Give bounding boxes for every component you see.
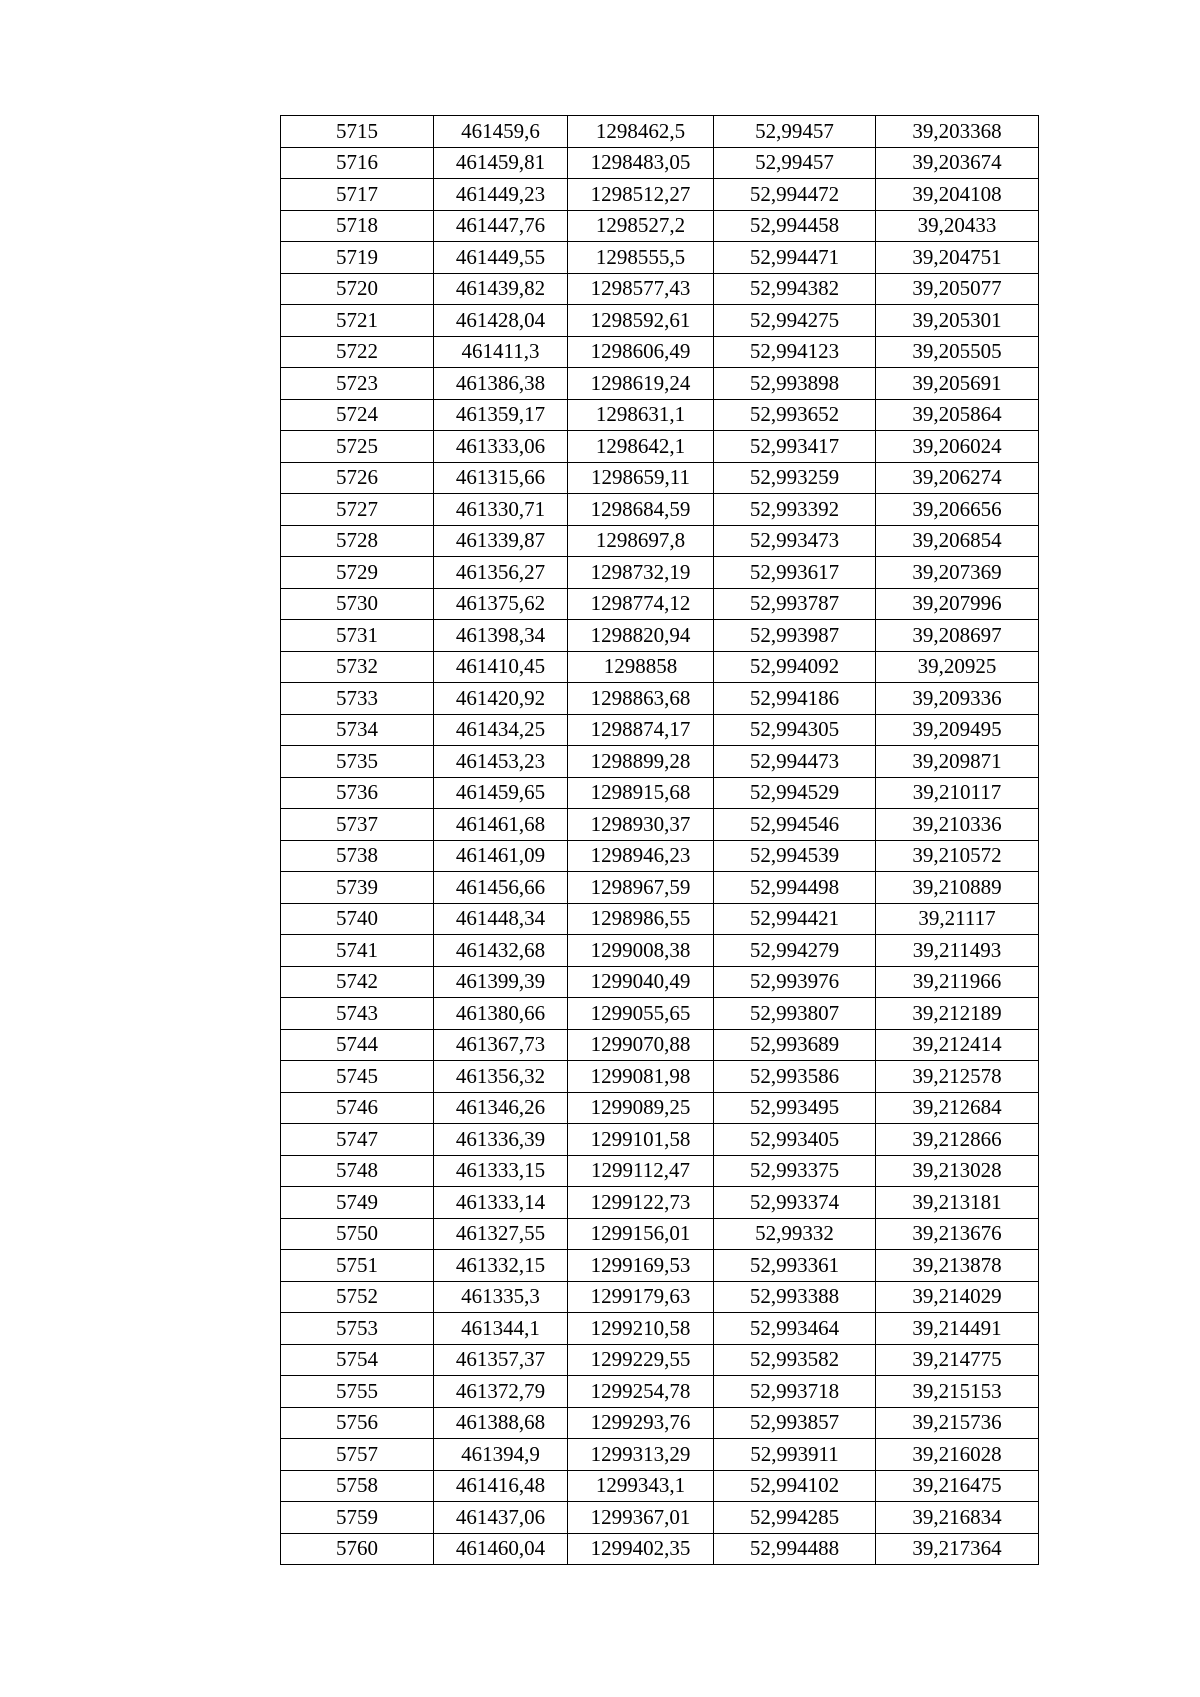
table-row	[281, 966, 1039, 998]
y-coordinate-cell: 1299293,76	[568, 1407, 714, 1439]
point-number-cell: 5745	[281, 1061, 434, 1093]
longitude-cell: 39,217364	[876, 1533, 1039, 1565]
latitude-cell: 52,99457	[714, 116, 876, 148]
table-row	[281, 1218, 1039, 1250]
y-coordinate-cell: 1299070,88	[568, 1029, 714, 1061]
latitude-cell: 52,994472	[714, 179, 876, 211]
x-coordinate-cell: 461460,04	[434, 1533, 568, 1565]
latitude-cell: 52,993388	[714, 1281, 876, 1313]
longitude-cell: 39,20925	[876, 651, 1039, 683]
point-number-cell: 5716	[281, 147, 434, 179]
x-coordinate-cell: 461453,23	[434, 746, 568, 778]
longitude-cell: 39,205864	[876, 399, 1039, 431]
point-number-cell: 5750	[281, 1218, 434, 1250]
coordinates-table	[280, 115, 1039, 1565]
y-coordinate-cell: 1299040,49	[568, 966, 714, 998]
latitude-cell: 52,994529	[714, 777, 876, 809]
y-coordinate-cell: 1299089,25	[568, 1092, 714, 1124]
coordinates-table-body	[281, 116, 1039, 1565]
x-coordinate-cell: 461357,37	[434, 1344, 568, 1376]
table-row	[281, 1250, 1039, 1282]
table-row	[281, 1155, 1039, 1187]
latitude-cell: 52,99457	[714, 147, 876, 179]
point-number-cell: 5731	[281, 620, 434, 652]
longitude-cell: 39,205691	[876, 368, 1039, 400]
longitude-cell: 39,20433	[876, 210, 1039, 242]
y-coordinate-cell: 1298967,59	[568, 872, 714, 904]
x-coordinate-cell: 461339,87	[434, 525, 568, 557]
point-number-cell: 5755	[281, 1376, 434, 1408]
point-number-cell: 5726	[281, 462, 434, 494]
x-coordinate-cell: 461359,17	[434, 399, 568, 431]
table-row	[281, 777, 1039, 809]
latitude-cell: 52,993718	[714, 1376, 876, 1408]
latitude-cell: 52,99332	[714, 1218, 876, 1250]
x-coordinate-cell: 461420,92	[434, 683, 568, 715]
point-number-cell: 5754	[281, 1344, 434, 1376]
x-coordinate-cell: 461447,76	[434, 210, 568, 242]
y-coordinate-cell: 1299122,73	[568, 1187, 714, 1219]
point-number-cell: 5715	[281, 116, 434, 148]
table-row	[281, 336, 1039, 368]
y-coordinate-cell: 1298863,68	[568, 683, 714, 715]
point-number-cell: 5757	[281, 1439, 434, 1471]
point-number-cell: 5732	[281, 651, 434, 683]
latitude-cell: 52,993898	[714, 368, 876, 400]
latitude-cell: 52,994305	[714, 714, 876, 746]
x-coordinate-cell: 461434,25	[434, 714, 568, 746]
longitude-cell: 39,211966	[876, 966, 1039, 998]
longitude-cell: 39,205301	[876, 305, 1039, 337]
point-number-cell: 5717	[281, 179, 434, 211]
y-coordinate-cell: 1299156,01	[568, 1218, 714, 1250]
table-row	[281, 903, 1039, 935]
latitude-cell: 52,993473	[714, 525, 876, 557]
table-row	[281, 494, 1039, 526]
longitude-cell: 39,215153	[876, 1376, 1039, 1408]
table-row	[281, 998, 1039, 1030]
longitude-cell: 39,212578	[876, 1061, 1039, 1093]
x-coordinate-cell: 461333,14	[434, 1187, 568, 1219]
latitude-cell: 52,993586	[714, 1061, 876, 1093]
point-number-cell: 5736	[281, 777, 434, 809]
y-coordinate-cell: 1298697,8	[568, 525, 714, 557]
longitude-cell: 39,213878	[876, 1250, 1039, 1282]
y-coordinate-cell: 1298483,05	[568, 147, 714, 179]
point-number-cell: 5747	[281, 1124, 434, 1156]
point-number-cell: 5760	[281, 1533, 434, 1565]
x-coordinate-cell: 461398,34	[434, 620, 568, 652]
table-row	[281, 431, 1039, 463]
x-coordinate-cell: 461346,26	[434, 1092, 568, 1124]
x-coordinate-cell: 461330,71	[434, 494, 568, 526]
longitude-cell: 39,210572	[876, 840, 1039, 872]
x-coordinate-cell: 461449,55	[434, 242, 568, 274]
table-row	[281, 1029, 1039, 1061]
y-coordinate-cell: 1298462,5	[568, 116, 714, 148]
y-coordinate-cell: 1299229,55	[568, 1344, 714, 1376]
longitude-cell: 39,203368	[876, 116, 1039, 148]
table-row	[281, 1187, 1039, 1219]
table-row	[281, 273, 1039, 305]
latitude-cell: 52,993405	[714, 1124, 876, 1156]
table-row	[281, 1376, 1039, 1408]
y-coordinate-cell: 1299343,1	[568, 1470, 714, 1502]
point-number-cell: 5751	[281, 1250, 434, 1282]
x-coordinate-cell: 461437,06	[434, 1502, 568, 1534]
y-coordinate-cell: 1299101,58	[568, 1124, 714, 1156]
latitude-cell: 52,994102	[714, 1470, 876, 1502]
y-coordinate-cell: 1298631,1	[568, 399, 714, 431]
table-row	[281, 147, 1039, 179]
point-number-cell: 5720	[281, 273, 434, 305]
x-coordinate-cell: 461461,09	[434, 840, 568, 872]
latitude-cell: 52,993857	[714, 1407, 876, 1439]
point-number-cell: 5744	[281, 1029, 434, 1061]
x-coordinate-cell: 461448,34	[434, 903, 568, 935]
point-number-cell: 5753	[281, 1313, 434, 1345]
latitude-cell: 52,993976	[714, 966, 876, 998]
table-row	[281, 525, 1039, 557]
point-number-cell: 5743	[281, 998, 434, 1030]
latitude-cell: 52,993987	[714, 620, 876, 652]
x-coordinate-cell: 461372,79	[434, 1376, 568, 1408]
x-coordinate-cell: 461399,39	[434, 966, 568, 998]
y-coordinate-cell: 1298946,23	[568, 840, 714, 872]
x-coordinate-cell: 461411,3	[434, 336, 568, 368]
y-coordinate-cell: 1298915,68	[568, 777, 714, 809]
latitude-cell: 52,993392	[714, 494, 876, 526]
y-coordinate-cell: 1298774,12	[568, 588, 714, 620]
table-row	[281, 1061, 1039, 1093]
latitude-cell: 52,994458	[714, 210, 876, 242]
latitude-cell: 52,993807	[714, 998, 876, 1030]
table-row	[281, 179, 1039, 211]
point-number-cell: 5738	[281, 840, 434, 872]
latitude-cell: 52,994123	[714, 336, 876, 368]
x-coordinate-cell: 461356,32	[434, 1061, 568, 1093]
point-number-cell: 5728	[281, 525, 434, 557]
longitude-cell: 39,209495	[876, 714, 1039, 746]
y-coordinate-cell: 1298555,5	[568, 242, 714, 274]
x-coordinate-cell: 461388,68	[434, 1407, 568, 1439]
y-coordinate-cell: 1299210,58	[568, 1313, 714, 1345]
point-number-cell: 5749	[281, 1187, 434, 1219]
table-row	[281, 872, 1039, 904]
longitude-cell: 39,212866	[876, 1124, 1039, 1156]
longitude-cell: 39,206854	[876, 525, 1039, 557]
longitude-cell: 39,211493	[876, 935, 1039, 967]
table-row	[281, 399, 1039, 431]
latitude-cell: 52,994421	[714, 903, 876, 935]
point-number-cell: 5733	[281, 683, 434, 715]
y-coordinate-cell: 1299055,65	[568, 998, 714, 1030]
longitude-cell: 39,212414	[876, 1029, 1039, 1061]
y-coordinate-cell: 1298659,11	[568, 462, 714, 494]
point-number-cell: 5722	[281, 336, 434, 368]
longitude-cell: 39,212684	[876, 1092, 1039, 1124]
longitude-cell: 39,213181	[876, 1187, 1039, 1219]
y-coordinate-cell: 1298858	[568, 651, 714, 683]
y-coordinate-cell: 1298732,19	[568, 557, 714, 589]
longitude-cell: 39,204751	[876, 242, 1039, 274]
table-row	[281, 1470, 1039, 1502]
point-number-cell: 5725	[281, 431, 434, 463]
y-coordinate-cell: 1299179,63	[568, 1281, 714, 1313]
longitude-cell: 39,213028	[876, 1155, 1039, 1187]
latitude-cell: 52,994539	[714, 840, 876, 872]
latitude-cell: 52,993582	[714, 1344, 876, 1376]
longitude-cell: 39,209336	[876, 683, 1039, 715]
y-coordinate-cell: 1299169,53	[568, 1250, 714, 1282]
longitude-cell: 39,205505	[876, 336, 1039, 368]
longitude-cell: 39,214775	[876, 1344, 1039, 1376]
longitude-cell: 39,210117	[876, 777, 1039, 809]
y-coordinate-cell: 1298606,49	[568, 336, 714, 368]
y-coordinate-cell: 1298527,2	[568, 210, 714, 242]
x-coordinate-cell: 461344,1	[434, 1313, 568, 1345]
y-coordinate-cell: 1299008,38	[568, 935, 714, 967]
x-coordinate-cell: 461332,15	[434, 1250, 568, 1282]
point-number-cell: 5730	[281, 588, 434, 620]
x-coordinate-cell: 461416,48	[434, 1470, 568, 1502]
point-number-cell: 5718	[281, 210, 434, 242]
table-row	[281, 620, 1039, 652]
table-row	[281, 557, 1039, 589]
latitude-cell: 52,994498	[714, 872, 876, 904]
point-number-cell: 5739	[281, 872, 434, 904]
y-coordinate-cell: 1298577,43	[568, 273, 714, 305]
longitude-cell: 39,215736	[876, 1407, 1039, 1439]
latitude-cell: 52,993361	[714, 1250, 876, 1282]
y-coordinate-cell: 1298899,28	[568, 746, 714, 778]
longitude-cell: 39,206274	[876, 462, 1039, 494]
x-coordinate-cell: 461459,65	[434, 777, 568, 809]
y-coordinate-cell: 1298512,27	[568, 179, 714, 211]
point-number-cell: 5759	[281, 1502, 434, 1534]
y-coordinate-cell: 1298642,1	[568, 431, 714, 463]
point-number-cell: 5727	[281, 494, 434, 526]
x-coordinate-cell: 461367,73	[434, 1029, 568, 1061]
y-coordinate-cell: 1299402,35	[568, 1533, 714, 1565]
latitude-cell: 52,993911	[714, 1439, 876, 1471]
latitude-cell: 52,994279	[714, 935, 876, 967]
y-coordinate-cell: 1299081,98	[568, 1061, 714, 1093]
x-coordinate-cell: 461461,68	[434, 809, 568, 841]
x-coordinate-cell: 461394,9	[434, 1439, 568, 1471]
longitude-cell: 39,209871	[876, 746, 1039, 778]
x-coordinate-cell: 461439,82	[434, 273, 568, 305]
longitude-cell: 39,21117	[876, 903, 1039, 935]
table-row	[281, 1092, 1039, 1124]
x-coordinate-cell: 461459,6	[434, 116, 568, 148]
point-number-cell: 5752	[281, 1281, 434, 1313]
y-coordinate-cell: 1298986,55	[568, 903, 714, 935]
y-coordinate-cell: 1299254,78	[568, 1376, 714, 1408]
longitude-cell: 39,212189	[876, 998, 1039, 1030]
latitude-cell: 52,994275	[714, 305, 876, 337]
x-coordinate-cell: 461335,3	[434, 1281, 568, 1313]
table-row	[281, 368, 1039, 400]
table-row	[281, 242, 1039, 274]
table-row	[281, 1313, 1039, 1345]
y-coordinate-cell: 1298592,61	[568, 305, 714, 337]
table-row	[281, 1124, 1039, 1156]
table-row	[281, 714, 1039, 746]
table-row	[281, 305, 1039, 337]
y-coordinate-cell: 1298619,24	[568, 368, 714, 400]
x-coordinate-cell: 461459,81	[434, 147, 568, 179]
latitude-cell: 52,994488	[714, 1533, 876, 1565]
table-row	[281, 1502, 1039, 1534]
table-row	[281, 935, 1039, 967]
longitude-cell: 39,210889	[876, 872, 1039, 904]
latitude-cell: 52,994546	[714, 809, 876, 841]
point-number-cell: 5721	[281, 305, 434, 337]
table-row	[281, 840, 1039, 872]
point-number-cell: 5748	[281, 1155, 434, 1187]
table-row	[281, 210, 1039, 242]
point-number-cell: 5724	[281, 399, 434, 431]
longitude-cell: 39,213676	[876, 1218, 1039, 1250]
x-coordinate-cell: 461386,38	[434, 368, 568, 400]
point-number-cell: 5741	[281, 935, 434, 967]
longitude-cell: 39,205077	[876, 273, 1039, 305]
latitude-cell: 52,994473	[714, 746, 876, 778]
y-coordinate-cell: 1299367,01	[568, 1502, 714, 1534]
point-number-cell: 5746	[281, 1092, 434, 1124]
latitude-cell: 52,993374	[714, 1187, 876, 1219]
point-number-cell: 5758	[281, 1470, 434, 1502]
y-coordinate-cell: 1298820,94	[568, 620, 714, 652]
point-number-cell: 5723	[281, 368, 434, 400]
x-coordinate-cell: 461356,27	[434, 557, 568, 589]
latitude-cell: 52,993259	[714, 462, 876, 494]
longitude-cell: 39,206024	[876, 431, 1039, 463]
table-row	[281, 1533, 1039, 1565]
x-coordinate-cell: 461327,55	[434, 1218, 568, 1250]
longitude-cell: 39,206656	[876, 494, 1039, 526]
latitude-cell: 52,993652	[714, 399, 876, 431]
point-number-cell: 5729	[281, 557, 434, 589]
latitude-cell: 52,993787	[714, 588, 876, 620]
y-coordinate-cell: 1298930,37	[568, 809, 714, 841]
point-number-cell: 5742	[281, 966, 434, 998]
longitude-cell: 39,203674	[876, 147, 1039, 179]
x-coordinate-cell: 461333,06	[434, 431, 568, 463]
table-row	[281, 1344, 1039, 1376]
longitude-cell: 39,207369	[876, 557, 1039, 589]
table-row	[281, 1439, 1039, 1471]
x-coordinate-cell: 461315,66	[434, 462, 568, 494]
latitude-cell: 52,993464	[714, 1313, 876, 1345]
table-row	[281, 746, 1039, 778]
latitude-cell: 52,993375	[714, 1155, 876, 1187]
point-number-cell: 5719	[281, 242, 434, 274]
latitude-cell: 52,993689	[714, 1029, 876, 1061]
y-coordinate-cell: 1298684,59	[568, 494, 714, 526]
x-coordinate-cell: 461375,62	[434, 588, 568, 620]
x-coordinate-cell: 461449,23	[434, 179, 568, 211]
table-row	[281, 651, 1039, 683]
y-coordinate-cell: 1299112,47	[568, 1155, 714, 1187]
longitude-cell: 39,204108	[876, 179, 1039, 211]
latitude-cell: 52,993417	[714, 431, 876, 463]
point-number-cell: 5740	[281, 903, 434, 935]
latitude-cell: 52,993495	[714, 1092, 876, 1124]
table-row	[281, 462, 1039, 494]
longitude-cell: 39,216834	[876, 1502, 1039, 1534]
table-row	[281, 1281, 1039, 1313]
longitude-cell: 39,208697	[876, 620, 1039, 652]
table-row	[281, 588, 1039, 620]
latitude-cell: 52,994186	[714, 683, 876, 715]
longitude-cell: 39,210336	[876, 809, 1039, 841]
table-row	[281, 1407, 1039, 1439]
table-row	[281, 116, 1039, 148]
x-coordinate-cell: 461410,45	[434, 651, 568, 683]
x-coordinate-cell: 461380,66	[434, 998, 568, 1030]
latitude-cell: 52,993617	[714, 557, 876, 589]
x-coordinate-cell: 461456,66	[434, 872, 568, 904]
point-number-cell: 5735	[281, 746, 434, 778]
latitude-cell: 52,994285	[714, 1502, 876, 1534]
y-coordinate-cell: 1298874,17	[568, 714, 714, 746]
point-number-cell: 5734	[281, 714, 434, 746]
x-coordinate-cell: 461336,39	[434, 1124, 568, 1156]
x-coordinate-cell: 461428,04	[434, 305, 568, 337]
table-row	[281, 809, 1039, 841]
x-coordinate-cell: 461333,15	[434, 1155, 568, 1187]
y-coordinate-cell: 1299313,29	[568, 1439, 714, 1471]
point-number-cell: 5737	[281, 809, 434, 841]
longitude-cell: 39,216475	[876, 1470, 1039, 1502]
longitude-cell: 39,207996	[876, 588, 1039, 620]
latitude-cell: 52,994382	[714, 273, 876, 305]
longitude-cell: 39,214029	[876, 1281, 1039, 1313]
point-number-cell: 5756	[281, 1407, 434, 1439]
latitude-cell: 52,994092	[714, 651, 876, 683]
x-coordinate-cell: 461432,68	[434, 935, 568, 967]
longitude-cell: 39,214491	[876, 1313, 1039, 1345]
longitude-cell: 39,216028	[876, 1439, 1039, 1471]
table-row	[281, 683, 1039, 715]
latitude-cell: 52,994471	[714, 242, 876, 274]
